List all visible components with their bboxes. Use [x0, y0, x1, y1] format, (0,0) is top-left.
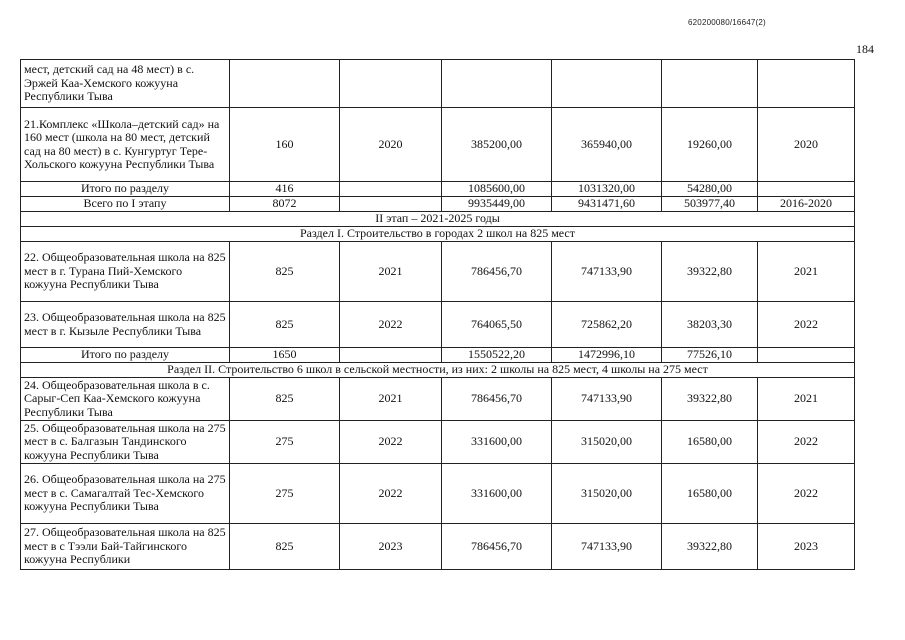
- cell-name: 22. Общеобразовательная школа на 825 мест в г. Турана Пий-Хемского кожууна Республики Тыва: [21, 242, 230, 302]
- table-row: [21, 242, 855, 302]
- cell-cap: [230, 60, 340, 108]
- cell-year: [340, 197, 442, 212]
- cell-reg: 54280,00: [662, 182, 758, 197]
- cell-year: 2020: [340, 108, 442, 182]
- cell-reg: 38203,30: [662, 302, 758, 348]
- cell-fed: 747133,90: [552, 378, 662, 421]
- cell-cap: 825: [230, 524, 340, 570]
- cell-name: 24. Общеобразовательная школа в с. Сарыг-Сеп Каа-Хемского кожууна Республики Тыва: [21, 378, 230, 421]
- cell-year: 2022: [340, 464, 442, 524]
- cell-reg: 77526,10: [662, 348, 758, 363]
- section-header: II этап – 2021-2025 годы: [21, 212, 855, 227]
- cell-reg: 16580,00: [662, 464, 758, 524]
- cell-fed: 725862,20: [552, 302, 662, 348]
- cell-period: 2021: [758, 378, 855, 421]
- cell-period: [758, 182, 855, 197]
- cell-period: 2022: [758, 464, 855, 524]
- cell-name: Итого по разделу: [21, 348, 230, 363]
- cell-fed: 747133,90: [552, 524, 662, 570]
- cell-year: [340, 182, 442, 197]
- table-row: [21, 302, 855, 348]
- cell-fed: 747133,90: [552, 242, 662, 302]
- section-header-row: [21, 212, 855, 227]
- cell-period: 2022: [758, 421, 855, 464]
- cell-reg: 39322,80: [662, 378, 758, 421]
- subtotal-row: [21, 348, 855, 363]
- cell-cap: 825: [230, 242, 340, 302]
- cell-name: 21.Комплекс «Школа–детский сад» на 160 мест (школа на 80 мест, детский сад на 80 мест) в с. Кунгуртуг Тере-Хольского кожууна Республики Тыва: [21, 108, 230, 182]
- table-row: [21, 421, 855, 464]
- cell-name: 23. Общеобразовательная школа на 825 мест в г. Кызыле Республики Тыва: [21, 302, 230, 348]
- cell-cap: 416: [230, 182, 340, 197]
- construction-table: [20, 59, 855, 570]
- cell-period: [758, 348, 855, 363]
- cell-name: мест, детский сад на 48 мест) в с. Эржей Каа-Хемского кожууна Республики Тыва: [21, 60, 230, 108]
- cell-fed: 1031320,00: [552, 182, 662, 197]
- cell-cap: 275: [230, 464, 340, 524]
- cell-total: 764065,50: [442, 302, 552, 348]
- cell-fed: 315020,00: [552, 464, 662, 524]
- cell-period: [758, 60, 855, 108]
- cell-fed: 9431471,60: [552, 197, 662, 212]
- cell-name: Итого по разделу: [21, 182, 230, 197]
- cell-total: 786456,70: [442, 524, 552, 570]
- section-header-row: [21, 227, 855, 242]
- cell-total: 1085600,00: [442, 182, 552, 197]
- table-row: [21, 378, 855, 421]
- cell-total: 786456,70: [442, 378, 552, 421]
- cell-name: 25. Общеобразовательная школа на 275 мест в с. Балгазын Тандинского кожууна Республики Тыва: [21, 421, 230, 464]
- cell-cap: 8072: [230, 197, 340, 212]
- cell-name: 26. Общеобразовательная школа на 275 мест в с. Самагалтай Тес-Хемского кожууна Республики Тыва: [21, 464, 230, 524]
- section-header-row: [21, 363, 855, 378]
- cell-fed: 365940,00: [552, 108, 662, 182]
- cell-total: 9935449,00: [442, 197, 552, 212]
- subtotal-row: [21, 182, 855, 197]
- cell-period: 2016-2020: [758, 197, 855, 212]
- cell-period: 2021: [758, 242, 855, 302]
- cell-total: [442, 60, 552, 108]
- page-number: 184: [856, 42, 874, 56]
- cell-year: 2021: [340, 378, 442, 421]
- table-row: [21, 108, 855, 182]
- cell-year: 2023: [340, 524, 442, 570]
- cell-name: 27. Общеобразовательная школа на 825 мест в с Тээли Бай-Тайгинского кожууна Республики: [21, 524, 230, 570]
- cell-reg: 39322,80: [662, 524, 758, 570]
- section-header: Раздел I. Строительство в городах 2 школ на 825 мест: [21, 227, 855, 242]
- cell-period: 2020: [758, 108, 855, 182]
- cell-cap: 825: [230, 302, 340, 348]
- table-row: [21, 464, 855, 524]
- cell-year: [340, 60, 442, 108]
- cell-total: 385200,00: [442, 108, 552, 182]
- cell-period: 2023: [758, 524, 855, 570]
- cell-reg: 39322,80: [662, 242, 758, 302]
- cell-total: 331600,00: [442, 464, 552, 524]
- cell-year: 2022: [340, 302, 442, 348]
- cell-year: 2022: [340, 421, 442, 464]
- table-row: [21, 524, 855, 570]
- cell-total: 331600,00: [442, 421, 552, 464]
- cell-name: Всего по I этапу: [21, 197, 230, 212]
- cell-reg: 16580,00: [662, 421, 758, 464]
- cell-reg: [662, 60, 758, 108]
- section-header: Раздел II. Строительство 6 школ в сельской местности, из них: 2 школы на 825 мест, 4 школы на 275 мест: [21, 363, 855, 378]
- cell-reg: 19260,00: [662, 108, 758, 182]
- cell-cap: 1650: [230, 348, 340, 363]
- cell-reg: 503977,40: [662, 197, 758, 212]
- cell-fed: 315020,00: [552, 421, 662, 464]
- cell-cap: 160: [230, 108, 340, 182]
- cell-cap: 275: [230, 421, 340, 464]
- cell-period: 2022: [758, 302, 855, 348]
- document-id: 620200080/16647(2): [688, 18, 766, 27]
- cell-fed: 1472996,10: [552, 348, 662, 363]
- cell-cap: 825: [230, 378, 340, 421]
- cell-fed: [552, 60, 662, 108]
- cell-total: 1550522,20: [442, 348, 552, 363]
- cell-year: [340, 348, 442, 363]
- table-row: [21, 60, 855, 108]
- cell-year: 2021: [340, 242, 442, 302]
- subtotal-row: [21, 197, 855, 212]
- cell-total: 786456,70: [442, 242, 552, 302]
